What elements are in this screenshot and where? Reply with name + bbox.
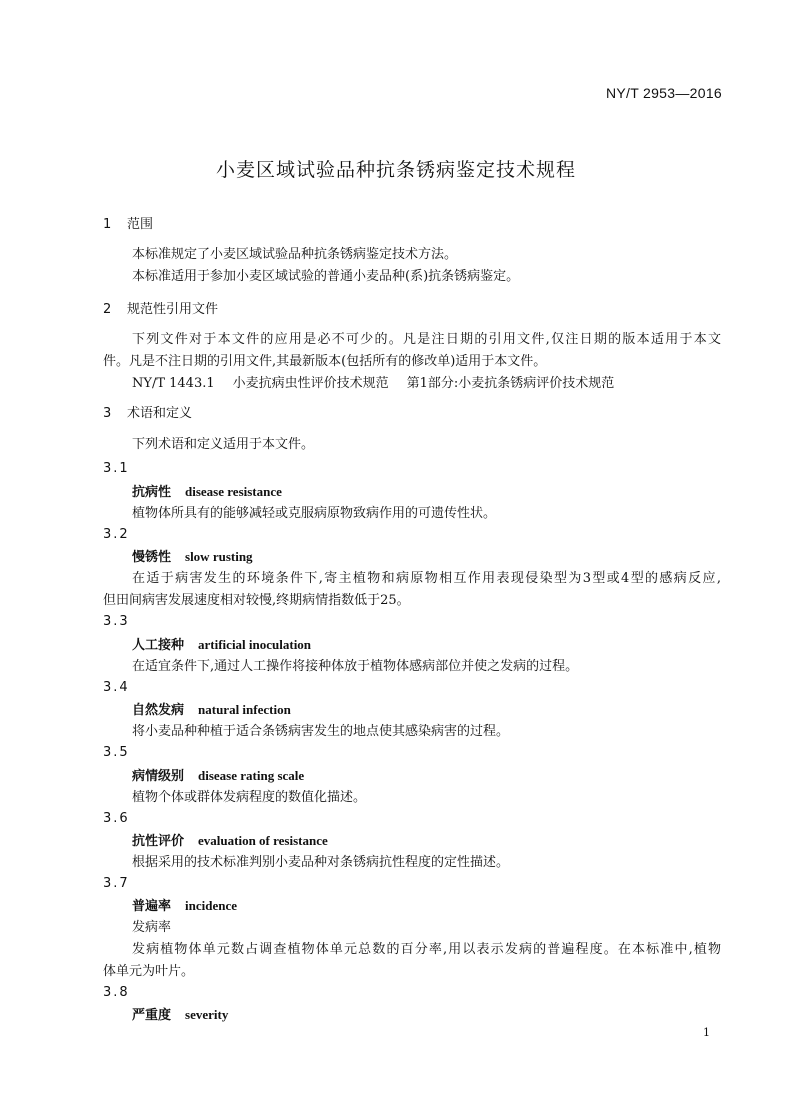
term-en: natural infection xyxy=(198,702,291,717)
term-definition: 根据采用的技术标准判别小麦品种对条锈病抗性程度的定性描述。 xyxy=(132,855,510,870)
term-definition: 植物体所具有的能够减轻或克服病原物致病作用的可遗传性状。 xyxy=(132,506,497,521)
term-zh: 慢锈性 xyxy=(132,550,172,565)
term-number: 3.6 xyxy=(103,811,130,826)
reference-part: 第1部分:小麦抗条锈病评价技术规范 xyxy=(406,376,615,391)
term-heading xyxy=(132,701,291,720)
reference-title: 小麦抗病虫性评价技术规范 xyxy=(232,376,389,391)
section-title: 范围 xyxy=(127,217,154,232)
term-en: slow rusting xyxy=(185,549,253,564)
section-number: 1 xyxy=(103,217,112,232)
term-zh: 抗性评价 xyxy=(132,834,185,849)
term-number: 3.3 xyxy=(103,614,130,629)
term-en: disease rating scale xyxy=(198,768,305,783)
term-zh: 抗病性 xyxy=(132,485,172,500)
term-definition: 但田间病害发展速度相对较慢,终期病情指数低于25。 xyxy=(103,593,410,608)
section-3-heading xyxy=(103,405,192,423)
term-zh: 普遍率 xyxy=(132,899,172,914)
section-1-heading xyxy=(103,216,153,234)
term-alias: 发病率 xyxy=(132,920,172,935)
section-title: 术语和定义 xyxy=(127,406,193,421)
term-number: 3.1 xyxy=(103,461,130,476)
term-definition: 体单元为叶片。 xyxy=(103,964,195,979)
term-definition: 在适宜条件下,通过人工操作将接种体放于植物体感病部位并使之发病的过程。 xyxy=(132,659,579,674)
term-number: 3.7 xyxy=(103,876,130,891)
page-number: 1 xyxy=(703,1026,710,1039)
term-zh: 自然发病 xyxy=(132,703,185,718)
term-heading xyxy=(132,548,253,567)
term-definition: 植物个体或群体发病程度的数值化描述。 xyxy=(132,790,367,805)
paragraph: 下列术语和定义适用于本文件。 xyxy=(132,437,315,452)
term-heading xyxy=(132,897,237,916)
section-title: 规范性引用文件 xyxy=(127,302,219,317)
term-en: artificial inoculation xyxy=(198,637,312,652)
standard-code: NY/T 2953—2016 xyxy=(605,85,722,101)
term-en: incidence xyxy=(185,898,238,913)
term-definition: 将小麦品种种植于适合条锈病害发生的地点使其感染病害的过程。 xyxy=(132,724,510,739)
term-definition: 发病植物体单元数占调查植物体单元总数的百分率,用以表示发病的普遍程度。在本标准中,植物 xyxy=(132,942,721,957)
term-en: disease resistance xyxy=(185,484,282,499)
term-heading xyxy=(132,1006,228,1025)
reference-code: NY/T 1443.1 xyxy=(132,376,215,391)
term-zh: 人工接种 xyxy=(132,638,185,653)
section-number: 2 xyxy=(103,302,112,317)
term-en: evaluation of resistance xyxy=(198,833,328,848)
normative-reference xyxy=(132,375,614,393)
term-heading xyxy=(132,832,328,851)
term-heading xyxy=(132,636,311,655)
term-heading xyxy=(132,767,304,786)
section-2-heading xyxy=(103,301,218,319)
term-definition: 在适于病害发生的环境条件下,寄主植物和病原物相互作用表现侵染型为3型或4型的感病反应, xyxy=(132,571,721,586)
paragraph: 本标准适用于参加小麦区域试验的普通小麦品种(系)抗条锈病鉴定。 xyxy=(132,269,520,284)
term-number: 3.4 xyxy=(103,680,130,695)
paragraph: 本标准规定了小麦区域试验品种抗条锈病鉴定技术方法。 xyxy=(132,247,458,262)
term-zh: 严重度 xyxy=(132,1008,172,1023)
section-number: 3 xyxy=(103,406,112,421)
paragraph-line: 下列文件对于本文件的应用是必不可少的。凡是注日期的引用文件,仅注日期的版本适用于本文 xyxy=(132,332,721,347)
term-heading xyxy=(132,483,282,502)
term-zh: 病情级别 xyxy=(132,769,185,784)
term-number: 3.2 xyxy=(103,527,130,542)
term-number: 3.8 xyxy=(103,985,130,1000)
paragraph-line: 件。凡是不注日期的引用文件,其最新版本(包括所有的修改单)适用于本文件。 xyxy=(103,354,547,369)
term-en: severity xyxy=(185,1007,229,1022)
term-number: 3.5 xyxy=(103,745,130,760)
document-title: 小麦区域试验品种抗条锈病鉴定技术规程 xyxy=(215,159,576,181)
